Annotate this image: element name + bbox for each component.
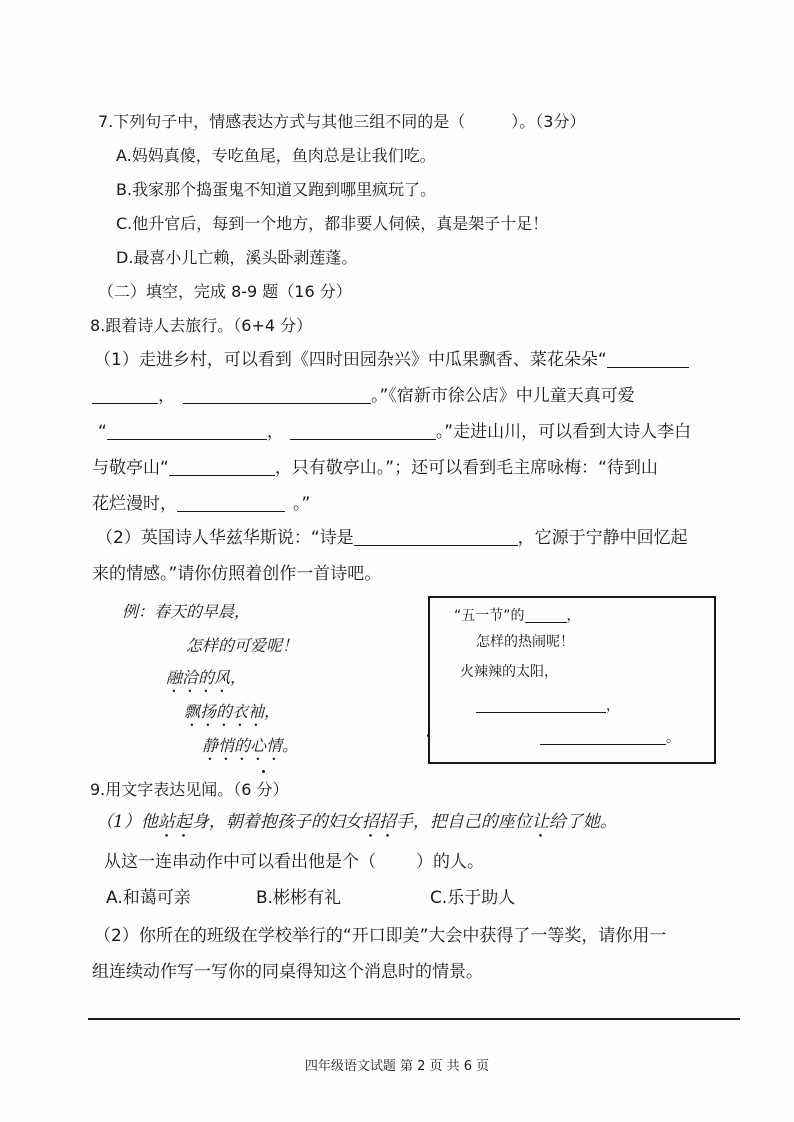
q7-option-c: C.他升官后，每到一个地方，都非要人伺候，真是架子十足！ bbox=[116, 214, 549, 233]
q7-option-a: A.妈妈真傻，专吃鱼尾，鱼肉总是让我们吃。 bbox=[116, 146, 436, 165]
poem-writing-box bbox=[428, 596, 716, 764]
fill-blank[interactable] bbox=[107, 423, 267, 440]
example-line-3: 融洽的风， bbox=[166, 668, 247, 687]
q8-p1-line3: “ ， 。”走进山川，可以看到大诗人李白 bbox=[98, 422, 692, 442]
fill-blank[interactable] bbox=[290, 423, 436, 440]
page-footer: 四年级语文试题 第 2 页 共 6 页 bbox=[304, 1059, 490, 1074]
fill-blank[interactable] bbox=[525, 609, 567, 623]
answer-line[interactable] bbox=[88, 1018, 740, 1020]
fill-blank[interactable] bbox=[92, 387, 158, 404]
q9-p2-line2: 组连续动作写一写你的同桌得知这个消息时的情景。 bbox=[92, 962, 483, 982]
example-line-2: 怎样的可爱呢！ bbox=[186, 636, 299, 655]
q9-option-b: B.彬彬有礼 bbox=[256, 888, 342, 908]
box-line-2: 怎样的热闹呢！ bbox=[476, 634, 574, 650]
box-line-3: 火辣辣的太阳， bbox=[460, 664, 558, 680]
q9-p1-question: 从这一连串动作中可以看出他是个（ ）的人。 bbox=[104, 852, 484, 872]
fill-blank[interactable] bbox=[177, 495, 285, 512]
example-line-4: 飘扬的衣袖， bbox=[184, 702, 281, 721]
stray-mark bbox=[427, 734, 430, 737]
section-heading: （二）填空，完成 8-9 题（16 分） bbox=[98, 282, 352, 301]
fill-blank[interactable] bbox=[169, 459, 275, 476]
fill-blank[interactable] bbox=[540, 731, 666, 745]
fill-blank[interactable] bbox=[476, 699, 606, 713]
box-line-4: ， bbox=[476, 696, 620, 716]
q9-option-a: A.和蔼可亲 bbox=[106, 888, 191, 908]
example-line-5: 静悄的心情。 bbox=[202, 736, 299, 755]
q8-stem: 8.跟着诗人去旅行。（6+4 分） bbox=[90, 316, 313, 335]
q7-stem: 7.下列句子中，情感表达方式与其他三组不同的是（ ）。（3分） bbox=[98, 112, 586, 131]
q9-option-c: C.乐于助人 bbox=[430, 888, 516, 908]
fill-blank[interactable] bbox=[354, 529, 518, 546]
q9-p1-sentence: （1）他站起身，朝着抱孩子的妇女招招手，把自己的座位让给了她。 bbox=[96, 812, 617, 832]
q8-p1-line5: 花烂漫时， 。” bbox=[92, 494, 311, 514]
q8-p1-line2: ， 。”《宿新市徐公店》中儿童天真可爱 bbox=[92, 386, 635, 406]
box-line-1: “五一节”的 ， bbox=[454, 608, 581, 624]
q8-p1-line4: 与敬亭山“ ，只有敬亭山。”；还可以看到毛主席咏梅：“待到山 bbox=[92, 458, 658, 478]
q7-option-b: B.我家那个捣蛋鬼不知道又跑到哪里疯玩了。 bbox=[116, 180, 437, 199]
example-line-1: 例：春天的早晨， bbox=[122, 602, 251, 621]
fill-blank[interactable] bbox=[607, 351, 689, 368]
stray-mark bbox=[262, 770, 265, 773]
box-line-5: 。 bbox=[540, 728, 680, 748]
q8-p1-line1: （1）走进乡村，可以看到《四时田园杂兴》中瓜果飘香、菜花朵朵“ bbox=[94, 350, 689, 370]
q8-p2-line2: 来的情感。”请你仿照着创作一首诗吧。 bbox=[92, 564, 382, 584]
q8-p2-line1: （2）英国诗人华兹华斯说：“诗是 ，它源于宁静中回忆起 bbox=[96, 528, 688, 548]
q7-option-d: D.最喜小儿亡赖，溪头卧剥莲蓬。 bbox=[116, 248, 358, 267]
q9-stem: 9.用文字表达见闻。（6 分） bbox=[90, 780, 289, 799]
fill-blank[interactable] bbox=[183, 387, 371, 404]
q9-p2-line1: （2）你所在的班级在学校举行的“开口即美”大会中获得了一等奖，请你用一 bbox=[94, 926, 667, 946]
